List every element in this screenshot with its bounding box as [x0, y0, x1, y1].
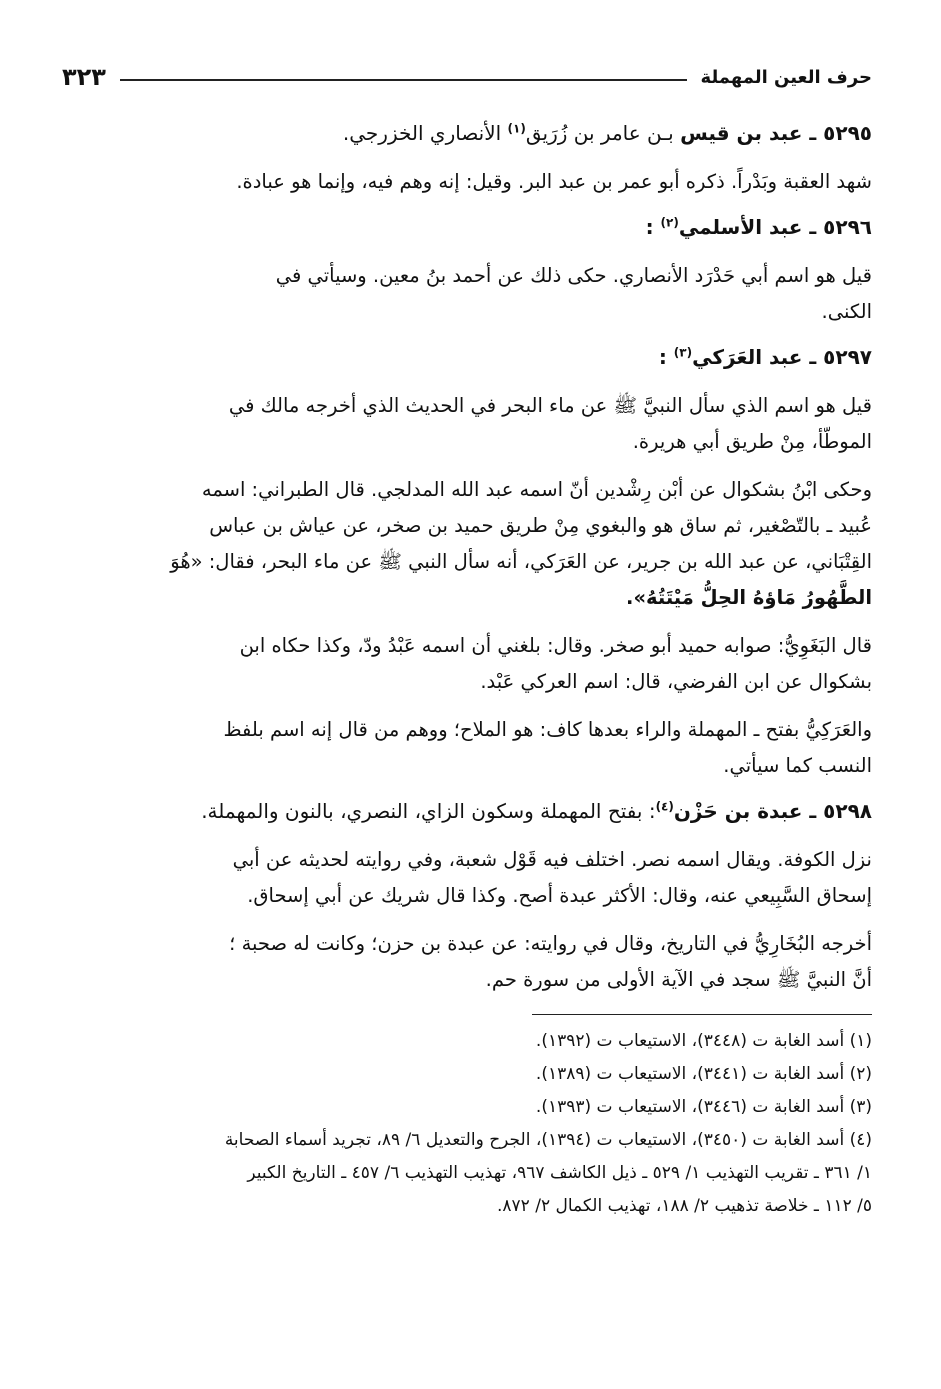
- text-line: نزل الكوفة. ويقال اسمه نصر. اختلف فيه قَوْل شعبة، وفي روايته لحديثه عن أبي: [232, 848, 872, 871]
- footnote-1: (١) أسد الغابة ت (٣٤٤٨)، الاستيعاب ت (١٣٩٢).: [535, 1031, 872, 1051]
- footnote-ref[interactable]: (٢): [660, 215, 679, 230]
- entry-title: ٥٢٩٧ ـ عبد العَرَكي: [692, 345, 872, 369]
- text-line: قيل هو اسم الذي سأل النبيَّ ﷺ عن ماء البحر في الحديث الذي أخرجه مالك في: [228, 394, 872, 417]
- text-line: قال البَغَوِيُّ: صوابه حميد أبو صخر. وقال: بلغني أن اسمه عَبْدُ ودّ، وكذا حكاه ابن: [239, 634, 872, 657]
- footnote-ref[interactable]: (١): [507, 121, 526, 136]
- entry-text: : بفتح المهملة وسكون الزاي، النصري، بالنون والمهملة.: [201, 799, 656, 823]
- text-line: شهد العقبة وبَدْراً. ذكره أبو عمر بن عبد البر. وقيل: إنه وهم فيه، وإنما هو عبادة.: [236, 170, 872, 193]
- paragraph: [62, 842, 872, 914]
- text-line: الطَّهُورُ مَاؤهُ الحِلُّ مَيْتَتُهُ».: [626, 586, 872, 609]
- footnote-separator: [532, 1014, 872, 1015]
- paragraph: [62, 472, 872, 616]
- header-rule: [120, 79, 687, 81]
- footnote-ref[interactable]: (٣): [673, 345, 693, 360]
- text-line: أخرجه البُخَارِيُّ في التاريخ، وقال في روايته: عن عبدة بن حزن؛ وكانت له صحبة ؛: [229, 932, 872, 955]
- paragraph: [62, 258, 872, 330]
- text-line: القِتْبَاني، عن عبد الله بن جرير، عن العَرَكي، أنه سأل النبي ﷺ عن ماء البحر، فقال: «هُوَ: [170, 550, 872, 573]
- entry-heading-5297: [62, 338, 872, 376]
- entry-heading-5295: [62, 114, 872, 152]
- paragraph: [62, 926, 872, 998]
- text-line: قيل هو اسم أبي حَدْرَد الأنصاري. حكى ذلك عن أحمد بنُ معين. وسيأتي في: [275, 264, 872, 287]
- entry-text: بـن عامر بن زُرَيق: [525, 121, 681, 145]
- entry-title: ٥٢٩٨ ـ عبدة بن حَزْن: [673, 799, 872, 823]
- footnote-4-continued: ١/ ٣٦١ ـ تقريب التهذيب ١/ ٥٢٩ ـ ذيل الكاشف ٩٦٧، تهذيب التهذيب ٦/ ٤٥٧ ـ التاريخ الكبير: [247, 1163, 872, 1183]
- text-line: إسحاق السَّبِيعي عنه، وقال: الأكثر عبدة أصح. وكذا قال شريك عن أبي إسحاق.: [247, 884, 872, 907]
- text-line: النسب كما سيأتي.: [723, 754, 872, 777]
- footnote-2: (٢) أسد الغابة ت (٣٤٤١)، الاستيعاب ت (١٣٨٩).: [535, 1064, 872, 1084]
- text-line: أنَّ النبيَّ ﷺ سجد في الآية الأولى من سورة حم.: [485, 968, 872, 991]
- entry-title: ٥٢٩٦ ـ عبد الأسلمي: [678, 215, 872, 239]
- footnote-4: (٤) أسد الغابة ت (٣٤٥٠)، الاستيعاب ت (١٣٩٤)، الجرح والتعديل ٦/ ٨٩، تجريد أسماء الصحابة: [224, 1130, 872, 1150]
- running-header: [62, 56, 872, 98]
- paragraph: [62, 712, 872, 784]
- footnotes: [62, 1025, 872, 1223]
- paragraph: [62, 388, 872, 460]
- text-line: عُبيد ـ بالتّصْغير، ثم ساق هو والبغوي مِنْ طريق حميد بن صخر، عن عياش بن عباس: [209, 514, 872, 537]
- book-page: [62, 56, 872, 1356]
- text-line: وحكى ابْنُ بشكوال عن أبْن رِشْدين أنّ اسمه عبد الله المدلجي. قال الطبراني: اسمه: [201, 478, 872, 501]
- text-line: بشكوال عن ابن الفرضي، قال: اسم العركي عَبْد.: [480, 670, 872, 693]
- page-number: ٣٢٣: [62, 63, 106, 91]
- text-line: الكنى.: [821, 300, 872, 323]
- chapter-title: حرف العين المهملة: [700, 66, 872, 88]
- paragraph: [62, 628, 872, 700]
- paragraph: [62, 164, 872, 200]
- footnote-ref[interactable]: (٤): [655, 799, 674, 814]
- entry-heading-5296: [62, 208, 872, 246]
- entry-text: الأنصاري الخزرجي.: [342, 121, 508, 145]
- entry-colon: :: [658, 345, 667, 369]
- main-text: [62, 114, 872, 1223]
- footnote-3: (٣) أسد الغابة ت (٣٤٤٦)، الاستيعاب ت (١٣٩٣).: [535, 1097, 872, 1117]
- footnote-4-continued: ٥/ ١١٢ ـ خلاصة تذهيب ٢/ ١٨٨، تهذيب الكمال ٢/ ٨٧٢.: [497, 1196, 872, 1216]
- text-line: الموطّأ، مِنْ طريق أبي هريرة.: [632, 430, 872, 453]
- entry-title: ٥٢٩٥ ـ عبد بن قيس: [680, 121, 872, 145]
- entry-colon: :: [645, 215, 654, 239]
- entry-heading-5298: [62, 792, 872, 830]
- text-line: والعَرَكِيُّ بفتح ـ المهملة والراء بعدها كاف: هو الملاح؛ ووهم من قال إنه اسم بلفظ: [223, 718, 872, 741]
